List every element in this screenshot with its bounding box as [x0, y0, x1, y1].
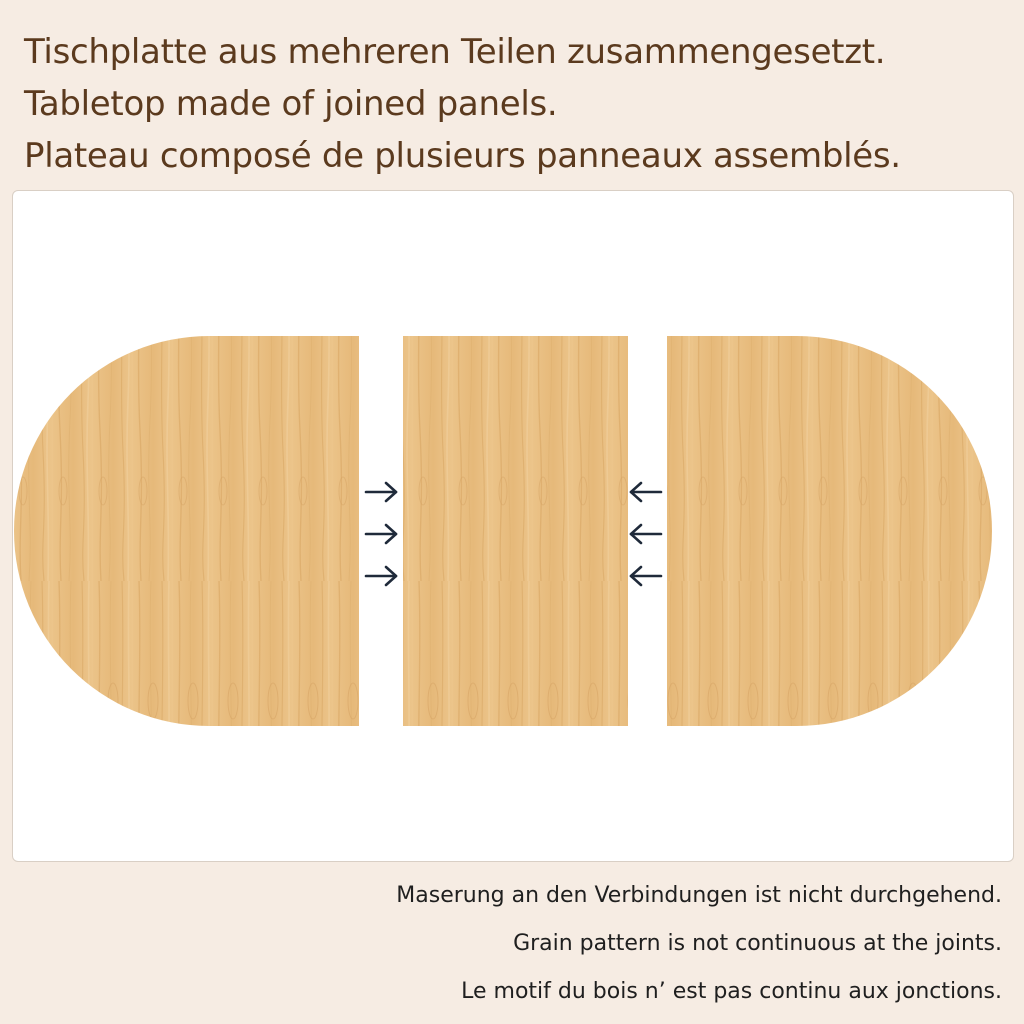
arrow-right-icon	[366, 525, 396, 543]
right-semicircle-panel	[667, 336, 992, 726]
headline-german: Tischplatte aus mehreren Teilen zusammengesetzt.	[24, 32, 886, 72]
note-english: Grain pattern is not continuous at the joints.	[513, 931, 1002, 956]
note-german: Maserung an den Verbindungen ist nicht durchgehend.	[396, 883, 1002, 908]
headline-french: Plateau composé de plusieurs panneaux assemblés.	[24, 136, 901, 176]
arrow-left-icon	[631, 567, 661, 585]
arrow-right-icon	[366, 567, 396, 585]
headline-english: Tabletop made of joined panels.	[24, 84, 558, 124]
tabletop-illustration	[13, 191, 1013, 861]
left-semicircle-panel	[14, 336, 359, 726]
arrows-right-joint	[631, 483, 661, 585]
center-rectangular-panel	[403, 336, 628, 726]
grain-notes	[396, 872, 1002, 1016]
arrow-left-icon	[631, 525, 661, 543]
note-french: Le motif du bois n’ est pas continu aux jonctions.	[461, 979, 1002, 1004]
tabletop-diagram	[12, 190, 1014, 862]
arrow-left-icon	[631, 483, 661, 501]
arrows-left-joint	[366, 483, 396, 585]
arrow-right-icon	[366, 483, 396, 501]
headline	[24, 26, 901, 182]
